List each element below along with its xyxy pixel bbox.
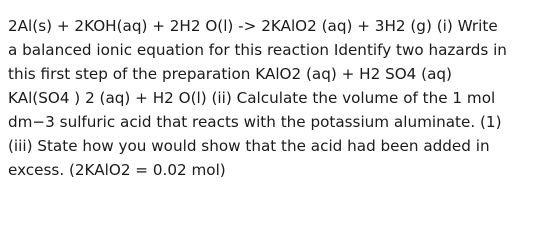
question-line-4: KAl(SO4 ) 2 (aq) + H2 O(l) (ii) Calculate the volume of the 1 mol [8, 89, 496, 107]
question-line-7: excess. (2KAlO2 = 0.02 mol) [8, 161, 226, 179]
question-line-3: this first step of the preparation KAlO2 (aq) + H2 SO4 (aq) [8, 65, 452, 83]
question-text [8, 14, 550, 182]
question-line-2: a balanced ionic equation for this reaction Identify two hazards in [8, 41, 507, 59]
question-line-5: dm−3 sulfuric acid that reacts with the potassium aluminate. (1) [8, 113, 502, 131]
question-line-1: 2Al(s) + 2KOH(aq) + 2H2 O(l) -> 2KAlO2 (aq) + 3H2 (g) (i) Write [8, 17, 498, 35]
question-line-6: (iii) State how you would show that the acid had been added in [8, 137, 490, 155]
